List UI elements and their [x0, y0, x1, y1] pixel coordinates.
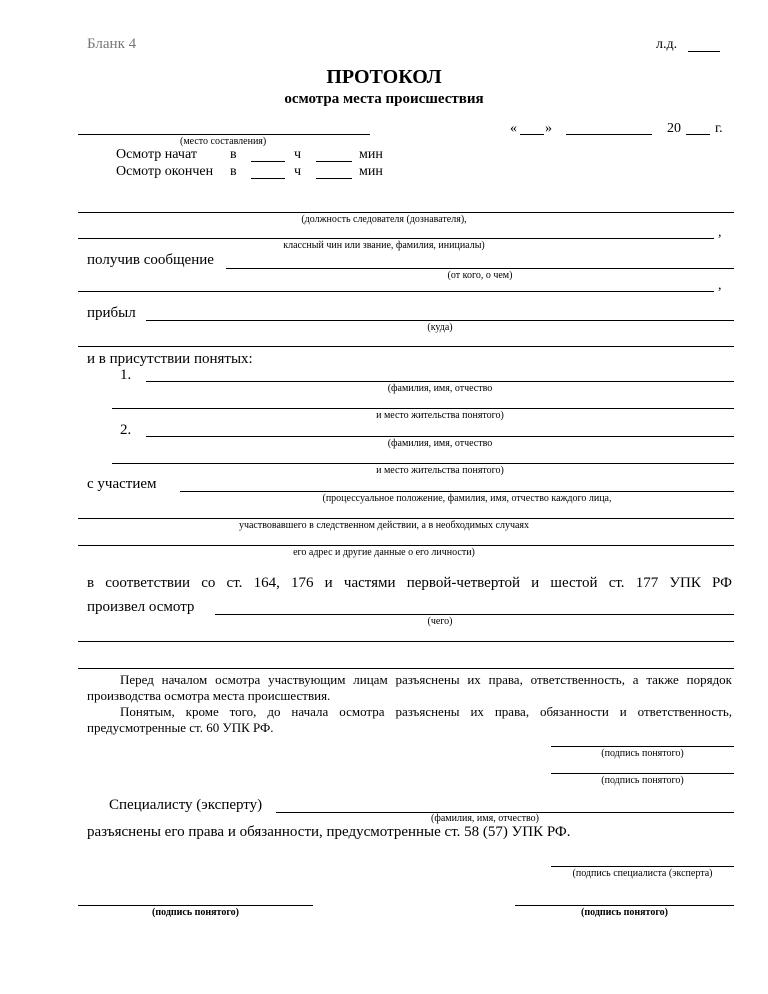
received-label: получив сообщение: [87, 252, 214, 268]
witnesses-intro: и в присутствии понятых:: [87, 351, 253, 367]
bottom-signature-right-field[interactable]: [515, 905, 734, 906]
participation-label: с участием: [87, 476, 157, 492]
start-minutes-unit: мин: [359, 147, 383, 162]
quote-open: «: [510, 121, 517, 136]
rank-field[interactable]: [78, 238, 714, 239]
specialist-signature-field[interactable]: [551, 866, 734, 867]
witness-1-address-caption: и место жительства понятого): [376, 410, 504, 421]
witness-2-address-caption: и место жительства понятого): [376, 465, 504, 476]
participant-caption-2: участвовавшего в следственном действии, а в необходимых случаях: [238, 520, 530, 531]
specialist-rights-text: разъяснены его права и обязанности, предусмотренные ст. 58 (57) УПК РФ.: [87, 824, 571, 840]
participant-caption: (процессуальное положение, фамилия, имя, отчество каждого лица,: [322, 493, 612, 504]
sheet-number-field[interactable]: [688, 51, 720, 52]
page-subtitle: осмотра места происшествия: [284, 91, 484, 107]
inspected-label: произвел осмотр: [87, 599, 195, 615]
received-field-2[interactable]: [78, 291, 714, 292]
witness-1-name-field[interactable]: [146, 381, 734, 382]
specialist-signature-caption: (подпись специалиста (эксперта): [572, 868, 713, 879]
end-minutes-unit: мин: [359, 164, 383, 179]
start-in: в: [230, 147, 237, 162]
rights-paragraph-2: Понятым, кроме того, до начала осмотра разъяснены их права, обязанности и ответственность, предусмотренные ст. 60 УПК РФ.: [87, 704, 732, 735]
bottom-signature-left-field[interactable]: [78, 905, 313, 906]
where-caption: (куда): [427, 322, 453, 333]
bottom-signature-left-caption: (подпись понятого): [152, 907, 239, 918]
sheet-label: л.д.: [656, 37, 678, 52]
specialist-name-caption: (фамилия, имя, отчество): [431, 813, 539, 824]
participant-caption-3: его адрес и другие данные о его личности): [293, 547, 475, 558]
quote-close: »: [545, 121, 552, 136]
witness-signature-2-caption: (подпись понятого): [601, 775, 684, 786]
from-whom-caption: (от кого, о чем): [447, 270, 513, 281]
specialist-label: Специалисту (эксперту): [109, 797, 263, 813]
received-field[interactable]: [226, 268, 734, 269]
rights-paragraph-1: Перед началом осмотра участвующим лицам разъяснены их права, ответственность, а также порядок производства осмотра места происшествия.: [87, 672, 732, 703]
start-hours-unit: ч: [294, 147, 302, 162]
end-hours-unit: ч: [294, 164, 302, 179]
witness-2-name-caption: (фамилия, имя, отчество: [387, 438, 493, 449]
place-caption: (место составления): [180, 136, 267, 147]
start-minutes-field[interactable]: [316, 161, 352, 162]
what-caption: (чего): [427, 616, 453, 627]
end-in: в: [230, 164, 237, 179]
end-label: Осмотр окончен: [116, 164, 214, 179]
arrived-field[interactable]: [146, 320, 734, 321]
witness-1-name-caption: (фамилия, имя, отчество: [387, 383, 493, 394]
witness-signature-1-field[interactable]: [551, 746, 734, 747]
inspected-field-3[interactable]: [78, 668, 734, 669]
start-label: Осмотр начат: [116, 147, 197, 162]
arrived-label: прибыл: [87, 305, 136, 321]
participant-field-3[interactable]: [78, 545, 734, 546]
participant-field-2[interactable]: [78, 518, 734, 519]
arrived-field-2[interactable]: [78, 346, 734, 347]
witness-2-number: 2.: [120, 422, 132, 438]
investigator-caption: (должность следователя (дознавателя),: [301, 214, 467, 225]
accordance-text: в соответствии со ст. 164, 176 и частями первой-четвертой и шестой ст. 177 УПК РФ: [87, 575, 732, 591]
year-prefix: 20: [667, 121, 681, 136]
start-hours-field[interactable]: [251, 161, 285, 162]
place-field[interactable]: [78, 134, 370, 135]
witness-signature-2-field[interactable]: [551, 773, 734, 774]
witness-signature-1-caption: (подпись понятого): [601, 748, 684, 759]
inspected-field-2[interactable]: [78, 641, 734, 642]
bottom-signature-right-caption: (подпись понятого): [581, 907, 668, 918]
page-title: ПРОТОКОЛ: [326, 66, 442, 88]
form-label: Бланк 4: [87, 36, 137, 52]
inspected-field[interactable]: [215, 614, 734, 615]
day-field[interactable]: [520, 134, 544, 135]
comma-2: ,: [718, 278, 722, 293]
witness-2-name-field[interactable]: [146, 436, 734, 437]
end-minutes-field[interactable]: [316, 178, 352, 179]
rank-caption: классный чин или звание, фамилия, инициалы): [283, 240, 485, 251]
investigator-field[interactable]: [78, 212, 734, 213]
month-field[interactable]: [566, 134, 652, 135]
year-suffix: г.: [715, 121, 723, 136]
year-field[interactable]: [686, 134, 710, 135]
participant-field[interactable]: [180, 491, 734, 492]
end-hours-field[interactable]: [251, 178, 285, 179]
comma-1: ,: [718, 225, 722, 240]
witness-1-number: 1.: [120, 367, 132, 383]
witness-1-address-field[interactable]: [112, 408, 734, 409]
witness-2-address-field[interactable]: [112, 463, 734, 464]
